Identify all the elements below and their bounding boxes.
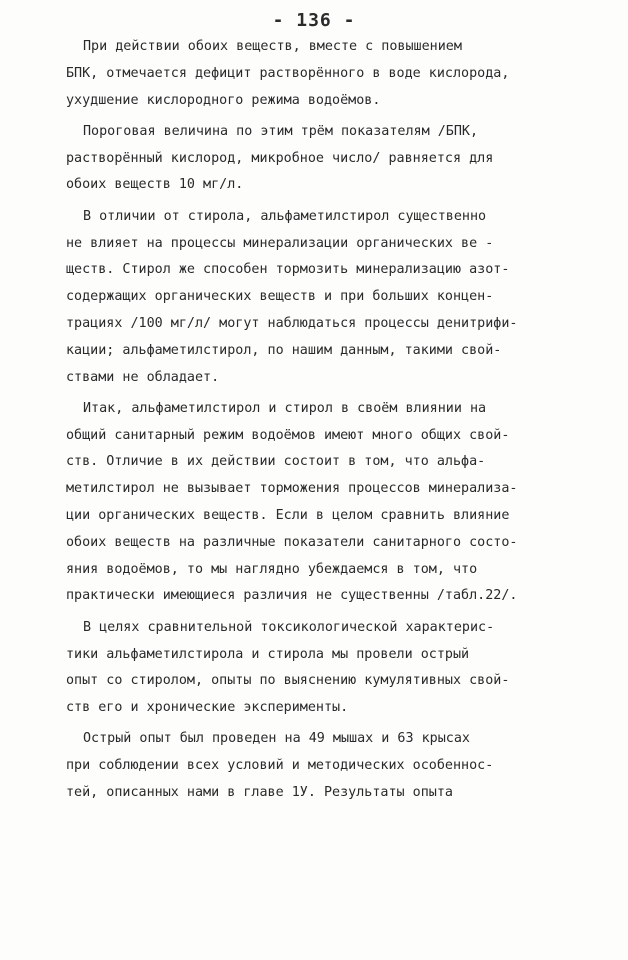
text-line: ществ. Стирол же способен тормозить минерализацию азот- — [66, 262, 510, 278]
text-line: ствами не обладает. — [66, 369, 220, 385]
text-line: опыт со стиролом, опыты по выяснению кумулятивных свой- — [66, 673, 510, 689]
text-line: обоих веществ на различные показатели санитарного состо- — [66, 534, 518, 550]
text-line: БПК, отмечается дефицит растворённого в воде кислорода, — [66, 65, 510, 81]
text-line: тей, описанных нами в главе 1У. Результаты опыта — [66, 785, 453, 801]
text-line: содержащих органических веществ и при больших концен- — [66, 289, 494, 305]
text-line: Острый опыт был проведен на 49 мышах и 63 крысах — [83, 731, 470, 747]
text-line: не влияет на процессы минерализации органических ве - — [66, 235, 494, 251]
text-line: обоих веществ 10 мг/л. — [66, 177, 244, 193]
text-line: тики альфаметилстирола и стирола мы провели острый — [66, 646, 470, 662]
text-line: трациях /100 мг/л/ могут наблюдаться процессы денитрифи- — [66, 315, 518, 331]
text-line: яния водоёмов, то мы наглядно убеждаемся в том, что — [66, 561, 478, 577]
text-line: ств его и хронические эксперименты. — [66, 700, 349, 716]
text-line: метилстирол не вызывает торможения процессов минерализа- — [66, 481, 518, 497]
text-line: Итак, альфаметилстирол и стирол в своём влиянии на — [83, 400, 487, 416]
text-line: Пороговая величина по этим трём показателям /БПК, — [83, 123, 479, 139]
text-line: практически имеющиеся различия не существенны /табл.22/. — [66, 588, 518, 604]
text-line: ств. Отличие в их действии состоит в том, что альфа- — [66, 454, 486, 470]
text-line: при соблюдении всех условий и методических особеннос- — [66, 758, 494, 774]
page-number: - 136 - — [272, 10, 356, 31]
text-line: ухудшение кислородного режима водоёмов. — [66, 92, 381, 108]
text-line: кации; альфаметилстирол, по нашим данным, такими свой- — [66, 342, 502, 358]
body-text — [66, 34, 596, 807]
text-line: ции органических веществ. Если в целом сравнить влияние — [66, 508, 510, 524]
text-line: растворённый кислород, микробное число/ равняется для — [66, 150, 494, 166]
text-line: При действии обоих веществ, вместе с повышением — [83, 39, 462, 54]
text-line: В отличии от стирола, альфаметилстирол существенно — [83, 208, 487, 224]
text-line: общий санитарный режим водоёмов имеют много общих свой- — [66, 427, 510, 443]
text-line: В целях сравнительной токсикологической характерис- — [83, 619, 495, 635]
